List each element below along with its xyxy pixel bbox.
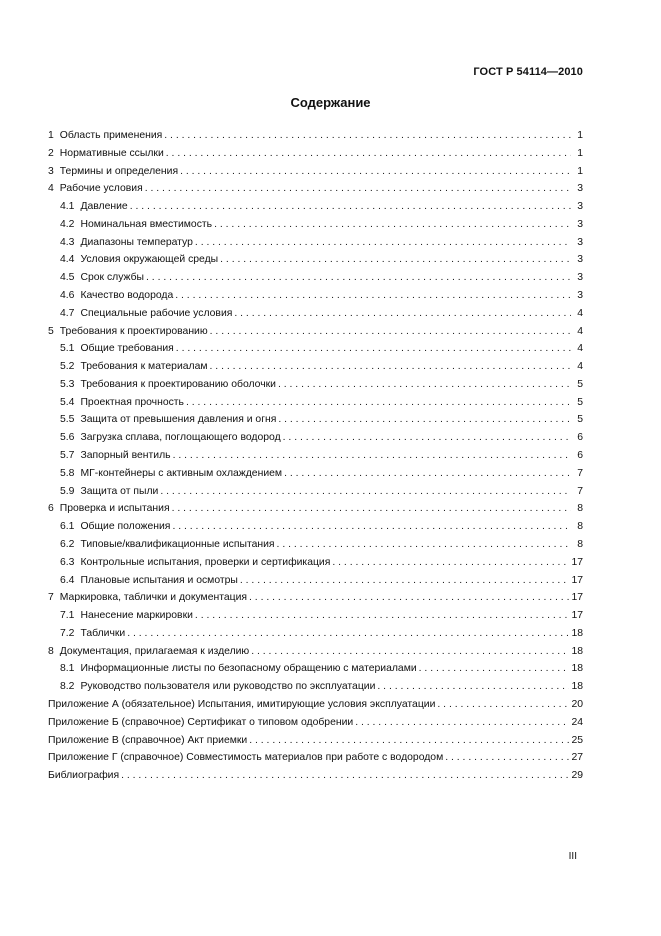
toc-entry-page: 18 [571,663,583,675]
toc-leader-dots [121,770,569,782]
toc-leader-dots [277,539,571,551]
toc-entry-label: Специальные рабочие условия [80,307,233,319]
toc-entry[interactable] [48,693,583,711]
toc-entry[interactable] [48,711,583,729]
toc-entry-number: 5.9 [60,485,75,497]
toc-entry-number: 5.3 [60,378,75,390]
toc-leader-dots [214,219,571,231]
toc-entry-label: Требования к проектированию [59,325,208,337]
toc-entry-number: 7.2 [60,627,75,639]
toc-entry-page: 3 [577,218,583,230]
toc-entry-page: 25 [571,734,583,746]
toc-entry-label: Документация, прилагаемая к изделию [59,645,250,657]
toc-entry[interactable] [60,551,583,569]
toc-entry-label: Информационные листы по безопасному обращению с материалами [80,663,417,675]
toc-entry[interactable] [60,355,583,373]
toc-leader-dots [145,183,571,195]
toc-entry-label: Проверка и испытания [59,503,170,515]
toc-entry-number: 4.4 [60,254,75,266]
toc-leader-dots [166,148,571,160]
toc-leader-dots [130,201,571,213]
toc-entry[interactable] [48,142,583,160]
toc-entry[interactable] [60,622,583,640]
toc-leader-dots [355,717,569,729]
toc-entry[interactable] [60,248,583,266]
toc-entry-number: 4.3 [60,236,75,248]
toc-entry-label: Приложение Б (справочное) Сертификат о типовом одобрении [48,716,354,728]
toc-entry-label: Маркировка, таблички и документация [59,592,248,604]
toc-leader-dots [278,414,571,426]
toc-entry[interactable] [60,373,583,391]
toc-entry-number: 6.1 [60,521,75,533]
toc-entry[interactable] [60,391,583,409]
toc-entry[interactable] [60,266,583,284]
toc-leader-dots [220,254,571,266]
toc-entry[interactable] [60,408,583,426]
toc-entry-page: 6 [577,450,583,462]
toc-entry-label: Защита от пыли [80,485,159,497]
toc-entry[interactable] [48,640,583,658]
toc-leader-dots [249,592,569,604]
toc-entry[interactable] [60,480,583,498]
toc-entry-number: 6.2 [60,538,75,550]
toc-entry-page: 8 [577,538,583,550]
toc-entry-page: 8 [577,503,583,515]
toc-entry-page: 18 [571,645,583,657]
toc-leader-dots [283,432,571,444]
toc-entry-number: 1 [48,130,54,141]
toc-entry-label: Общие требования [80,343,174,355]
toc-leader-dots [164,130,571,142]
toc-leader-dots [173,450,571,462]
toc-entry-page: 18 [571,627,583,639]
toc-entry[interactable] [60,657,583,675]
toc-entry-page: 3 [577,183,583,195]
toc-entry[interactable] [48,160,583,178]
toc-entry-label: Руководство пользователя или руководство по эксплуатации [80,681,376,693]
toc-leader-dots [186,397,571,409]
toc-entry-page: 4 [577,307,583,319]
toc-entry-number: 5.7 [60,450,75,462]
toc-entry-page: 1 [577,147,583,159]
toc-entry[interactable] [48,320,583,338]
toc-entry[interactable] [60,337,583,355]
toc-entry-page: 3 [577,236,583,248]
toc-entry-page: 3 [577,201,583,213]
toc-entry-label: Защита от превышения давления и огня [80,414,277,426]
toc-entry[interactable] [60,284,583,302]
toc-entry-number: 4.7 [60,307,75,319]
toc-entry-page: 24 [571,716,583,728]
toc-entry[interactable] [60,462,583,480]
toc-leader-dots [180,166,571,178]
toc-entry-page: 1 [577,130,583,141]
toc-entry-page: 5 [577,396,583,408]
toc-entry-label: Термины и определения [59,165,179,177]
toc-leader-dots [127,628,569,640]
toc-entry-page: 4 [577,325,583,337]
toc-entry-number: 4.5 [60,272,75,284]
toc-entry-page: 6 [577,432,583,444]
toc-leader-dots [251,646,569,658]
toc-entry-label: Таблички [80,627,126,639]
toc-entry-label: Библиография [48,770,120,782]
toc-leader-dots [175,290,571,302]
toc-entry[interactable] [60,515,583,533]
toc-entry-page: 4 [577,361,583,373]
toc-entry-page: 8 [577,521,583,533]
toc-leader-dots [195,237,571,249]
toc-entry-label: Область применения [59,130,163,141]
toc-entry-number: 6 [48,503,54,515]
toc-entry-page: 17 [571,556,583,568]
toc-entry-label: Рабочие условия [59,183,143,195]
toc-entry-page: 20 [571,698,583,710]
toc-entry-label: МГ-контейнеры с активным охлаждением [80,467,283,479]
toc-entry-number: 6.3 [60,556,75,568]
toc-entry-number: 4.1 [60,201,75,213]
toc-entry-page: 5 [577,378,583,390]
toc-entry-label: Приложение А (обязательное) Испытания, имитирующие условия эксплуатации [48,698,436,710]
toc-entry-page: 29 [571,770,583,782]
toc-entry-number: 5.6 [60,432,75,444]
toc-leader-dots [445,752,569,764]
toc-entry-page: 27 [571,752,583,764]
toc-entry-number: 8 [48,645,54,657]
toc-entry[interactable] [60,604,583,622]
toc-entry-label: Давление [80,201,128,213]
toc-entry-number: 5.4 [60,396,75,408]
page-number: III [568,851,577,862]
toc-entry[interactable] [60,569,583,587]
toc-entry-number: 5.5 [60,414,75,426]
toc-entry-number: 4 [48,183,54,195]
toc-entry-label: Проектная прочность [80,396,184,408]
toc-entry-page: 3 [577,290,583,302]
toc-entry-label: Приложение Г (справочное) Совместимость материалов при работе с водородом [48,752,444,764]
toc-entry-page: 18 [571,681,583,693]
toc-entry[interactable] [48,177,583,195]
toc-entry-label: Нанесение маркировки [80,610,193,622]
toc-entry-label: Срок службы [80,272,145,284]
toc-entry-number: 3 [48,165,54,177]
toc-entry-page: 3 [577,272,583,284]
toc-entry-label: Требования к материалам [80,361,208,373]
toc-entry-label: Плановые испытания и осмотры [80,574,238,586]
toc-entry-number: 5.2 [60,361,75,373]
toc-entry[interactable] [48,746,583,764]
toc-entry[interactable] [48,729,583,747]
toc-entry-number: 6.4 [60,574,75,586]
toc-entry-number: 5 [48,325,54,337]
toc-leader-dots [240,575,570,587]
toc-entry-page: 3 [577,254,583,266]
toc-entry-page: 7 [577,467,583,479]
toc-entry-label: Условия окружающей среды [80,254,219,266]
toc-entry-label: Контрольные испытания, проверки и сертификация [80,556,331,568]
toc-leader-dots [284,468,571,480]
toc-leader-dots [234,308,571,320]
toc-entry-number: 4.2 [60,218,75,230]
toc-leader-dots [437,699,569,711]
toc-entry-label: Требования к проектированию оболочки [80,378,276,390]
toc-entry[interactable] [60,675,583,693]
toc-entry-page: 7 [577,485,583,497]
toc-entry-page: 4 [577,343,583,355]
toc-entry-label: Диапазоны температур [80,236,193,248]
toc-entry-label: Качество водорода [80,290,174,302]
toc-entry-number: 2 [48,147,54,159]
toc-leader-dots [172,503,571,515]
toc-entry-page: 17 [571,592,583,604]
toc-leader-dots [176,343,571,355]
toc-leader-dots [332,557,569,569]
toc-entry-number: 4.6 [60,290,75,302]
toc-entry-number: 5.1 [60,343,75,355]
toc-entry-page: 1 [577,165,583,177]
toc-leader-dots [195,610,570,622]
toc-entry-label: Типовые/квалификационные испытания [80,538,275,550]
toc-leader-dots [210,326,571,338]
toc-leader-dots [278,379,571,391]
toc-entry-number: 7 [48,592,54,604]
toc-entry-label: Приложение В (справочное) Акт приемки [48,734,248,746]
page-title: Содержание [290,95,371,110]
toc-entry[interactable] [48,124,583,142]
toc-entry[interactable] [48,586,583,604]
toc-entry[interactable] [60,302,583,320]
toc-entry-number: 8.2 [60,681,75,693]
toc-entry-number: 5.8 [60,467,75,479]
toc-leader-dots [160,486,571,498]
toc-leader-dots [377,681,569,693]
toc-entry-label: Общие положения [80,521,171,533]
toc-entry-label: Запорный вентиль [80,450,171,462]
toc-entry[interactable] [60,444,583,462]
toc-entry-page: 5 [577,414,583,426]
toc-entry-label: Загрузка сплава, поглощающего водород [80,432,281,444]
toc-entry-label: Нормативные ссылки [59,147,164,159]
toc-leader-dots [146,272,571,284]
toc-entry[interactable] [60,533,583,551]
toc-leader-dots [172,521,571,533]
toc-entry[interactable] [60,213,583,231]
toc-entry[interactable] [60,195,583,213]
toc-leader-dots [249,735,569,747]
toc-entry-label: Номинальная вместимость [80,218,213,230]
toc-entry-number: 7.1 [60,610,75,622]
toc-entry-number: 8.1 [60,663,75,675]
toc-entry[interactable] [48,497,583,515]
toc-entry[interactable] [48,764,583,782]
toc-entry[interactable] [60,231,583,249]
document-header: ГОСТ Р 54114—2010 [473,66,583,78]
toc-entry[interactable] [60,426,583,444]
toc-leader-dots [210,361,571,373]
toc-entry-page: 17 [571,574,583,586]
toc-entry-page: 17 [571,610,583,622]
toc-leader-dots [419,663,570,675]
